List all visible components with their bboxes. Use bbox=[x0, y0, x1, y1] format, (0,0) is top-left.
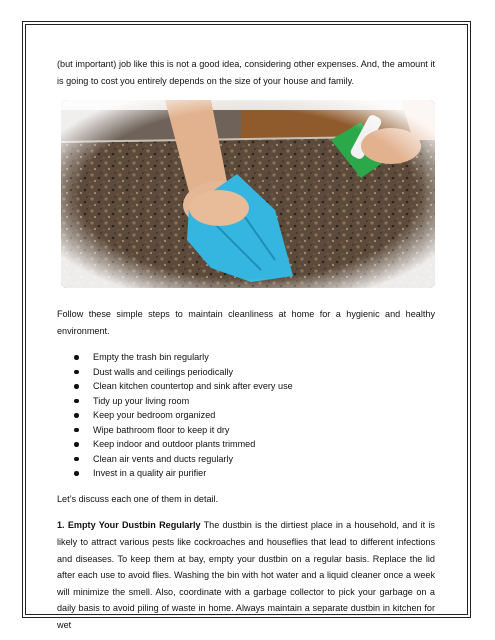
list-item: Empty the trash bin regularly bbox=[93, 350, 435, 365]
countertop-cleaning-photo bbox=[61, 100, 435, 288]
section-empty-dustbin bbox=[57, 517, 435, 633]
section-heading: 1. Empty Your Dustbin Regularly bbox=[57, 520, 201, 531]
intro-paragraph: (but important) job like this is not a good idea, considering other expenses. And, the amount it is going to cost you entirely depends on the size of your house and family. bbox=[57, 59, 435, 86]
section-body: The dustbin is the dirtiest place in a household, and it is likely to attract various pests like cockroaches and houseflies that lead to different infections and diseases. To keep them at bay, empty your dustbin on a regular basis. Replace the lid after each use to avoid flies. Washing the bin with hot water and a liquid cleaner once a week will minimize the smell. Also, coordinate with a garbage collector to pick your garbage on a daily basis to avoid piling of waste in home. Always maintain a separate dustbin in kitchen for wet bbox=[57, 520, 435, 631]
discuss-paragraph: Let’s discuss each one of them in detail. bbox=[57, 493, 219, 504]
list-item: Dust walls and ceilings periodically bbox=[93, 365, 435, 380]
list-item: Keep indoor and outdoor plants trimmed bbox=[93, 437, 435, 452]
list-item: Wipe bathroom floor to keep it dry bbox=[93, 423, 435, 438]
list-item: Clean kitchen countertop and sink after every use bbox=[93, 379, 435, 394]
list-item: Keep your bedroom organized bbox=[93, 408, 435, 423]
document-body bbox=[57, 56, 435, 634]
cleaning-steps-list bbox=[57, 350, 435, 481]
list-item: Clean air vents and ducts regularly bbox=[93, 452, 435, 467]
follow-steps-paragraph: Follow these simple steps to maintain cleanliness at home for a hygienic and healthy environment. bbox=[57, 309, 435, 336]
list-item: Invest in a quality air purifier bbox=[93, 466, 435, 481]
list-item: Tidy up your living room bbox=[93, 394, 435, 409]
